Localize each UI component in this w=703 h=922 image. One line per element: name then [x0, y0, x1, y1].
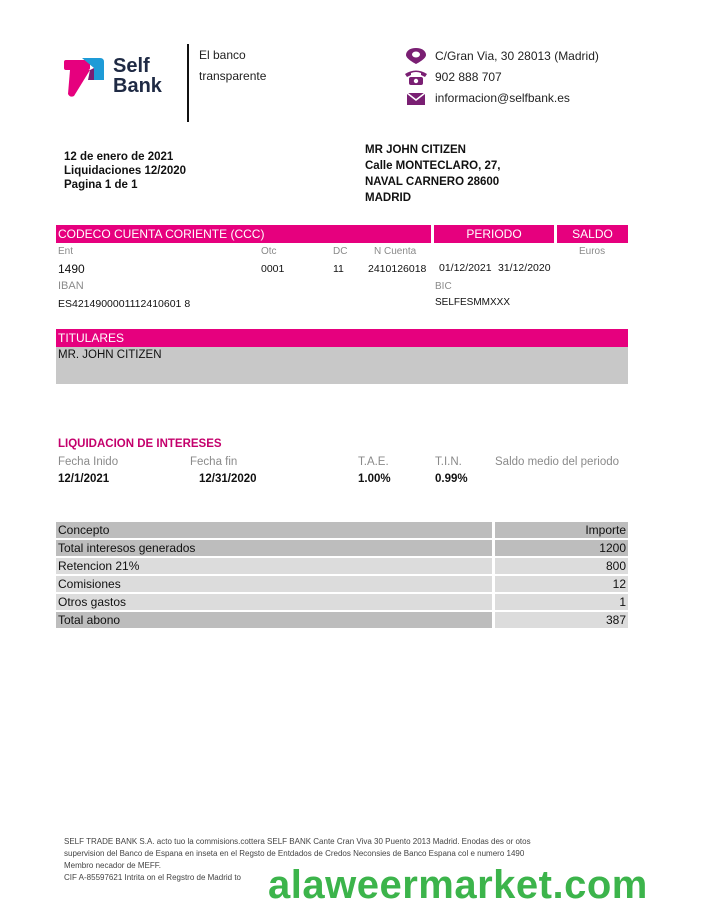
iban-value: ES4214900001112410601 8: [58, 298, 191, 310]
table-header-row: [56, 522, 628, 538]
periodo-from: 01/12/2021: [439, 262, 492, 274]
addressee-region: MADRID: [365, 192, 411, 204]
self-bank-logo-mark-icon: [64, 58, 104, 98]
importe-cell: 1200: [495, 540, 628, 556]
concepto-cell: Otros gastos: [56, 594, 492, 610]
euros-label: Euros: [579, 246, 606, 257]
table-row: [56, 558, 628, 574]
liquidacion-title: LIQUIDACION DE INTERESES: [58, 438, 222, 450]
fecha-inicio-label: Fecha Inido: [58, 456, 119, 468]
tagline-line-1: El banco: [199, 48, 246, 62]
email-text: informacion@selfbank.es: [435, 90, 570, 105]
logo-line-1: Self: [113, 55, 150, 77]
addressee-block: [365, 142, 500, 206]
watermark: alaweermarket.com: [268, 863, 648, 907]
titulares-header: TITULARES: [56, 329, 628, 347]
tae-value: 1.00%: [358, 473, 391, 485]
concepto-cell: Comisiones: [56, 576, 492, 592]
location-pin-icon: [403, 47, 429, 65]
footer-line-4: CIF A-85597621 Intrita on el Regstro de Madrid to: [64, 873, 241, 882]
phone-text: 902 888 707: [435, 69, 502, 84]
document-liquidacion: Liquidaciones 12/2020: [64, 165, 187, 177]
ccc-header: CODECO CUENTA CORIENTE (CCC): [56, 225, 431, 243]
email-row: [403, 87, 599, 108]
envelope-icon: [403, 89, 429, 107]
header-divider: [187, 44, 189, 122]
self-bank-logo-text: [113, 56, 162, 96]
tin-label: T.I.N.: [435, 456, 462, 468]
concepto-cell: Retencion 21%: [56, 558, 492, 574]
saldo-medio-label: Saldo medio del periodo: [495, 456, 620, 468]
table-row: [56, 594, 628, 610]
table-row: [56, 540, 628, 556]
phone-row: [403, 66, 599, 87]
logo-line-2: Bank: [113, 75, 162, 97]
periodo-header: PERIODO: [434, 225, 554, 243]
addressee-city: NAVAL CARNERO 28600: [365, 176, 500, 188]
tagline-line-2: transparente: [199, 69, 267, 83]
ent-value: 1490: [58, 262, 85, 276]
concepto-header: Concepto: [56, 522, 492, 538]
summary-table: [56, 522, 628, 630]
importe-cell: 12: [495, 576, 628, 592]
address-row: [403, 45, 599, 66]
concepto-cell: Total abono: [56, 612, 492, 628]
importe-cell: 387: [495, 612, 628, 628]
document-page: Pagina 1 de 1: [64, 179, 138, 191]
footer-line-3: Membro necador de MEFF.: [64, 861, 161, 870]
ncuenta-label: N Cuenta: [374, 246, 417, 257]
dc-label: DC: [333, 246, 348, 257]
footer-line-2: supervision del Banco de Espana en inseta en el Regsto de Entdados de Credos Neconsies de Banco Espana col e numero 1490: [64, 849, 525, 858]
table-row: [56, 612, 628, 628]
tin-value: 0.99%: [435, 473, 468, 485]
ncuenta-value: 2410126018: [368, 263, 427, 275]
tae-label: T.A.E.: [358, 456, 389, 468]
addressee-name: MR JOHN CITIZEN: [365, 144, 466, 156]
importe-header: Importe: [495, 522, 628, 538]
periodo-to: 31/12/2020: [498, 262, 551, 274]
saldo-header: SALDO: [557, 225, 628, 243]
fecha-fin-value: 12/31/2020: [199, 473, 257, 485]
document-date: 12 de enero de 2021: [64, 151, 174, 163]
fecha-inicio-value: 12/1/2021: [58, 473, 110, 485]
addressee-street: Calle MONTECLARO, 27,: [365, 160, 501, 172]
telephone-icon: [403, 68, 429, 86]
importe-cell: 1: [495, 594, 628, 610]
fecha-fin-label: Fecha fin: [190, 456, 238, 468]
tagline: [199, 45, 266, 87]
otc-label: Otc: [261, 246, 277, 257]
concepto-cell: Total interesos generados: [56, 540, 492, 556]
titular-name: MR. JOHN CITIZEN: [58, 349, 162, 361]
address-text: C/Gran Via, 30 28013 (Madrid): [435, 48, 599, 63]
dc-value: 11: [333, 263, 344, 275]
contact-block: [403, 45, 599, 108]
iban-label: IBAN: [58, 280, 84, 292]
table-row: [56, 576, 628, 592]
document-info: [64, 150, 186, 192]
bic-label: BIC: [435, 281, 452, 292]
footer-line-1: SELF TRADE BANK S.A. acto tuo la commisions.cottera SELF BANK Cante Cran Viva 30 Puento 2013 Madrid. Enodas des or otos: [64, 837, 531, 846]
otc-value: 0001: [261, 263, 285, 275]
importe-cell: 800: [495, 558, 628, 574]
bic-value: SELFESMMXXX: [435, 297, 511, 308]
ent-label: Ent: [58, 246, 74, 257]
